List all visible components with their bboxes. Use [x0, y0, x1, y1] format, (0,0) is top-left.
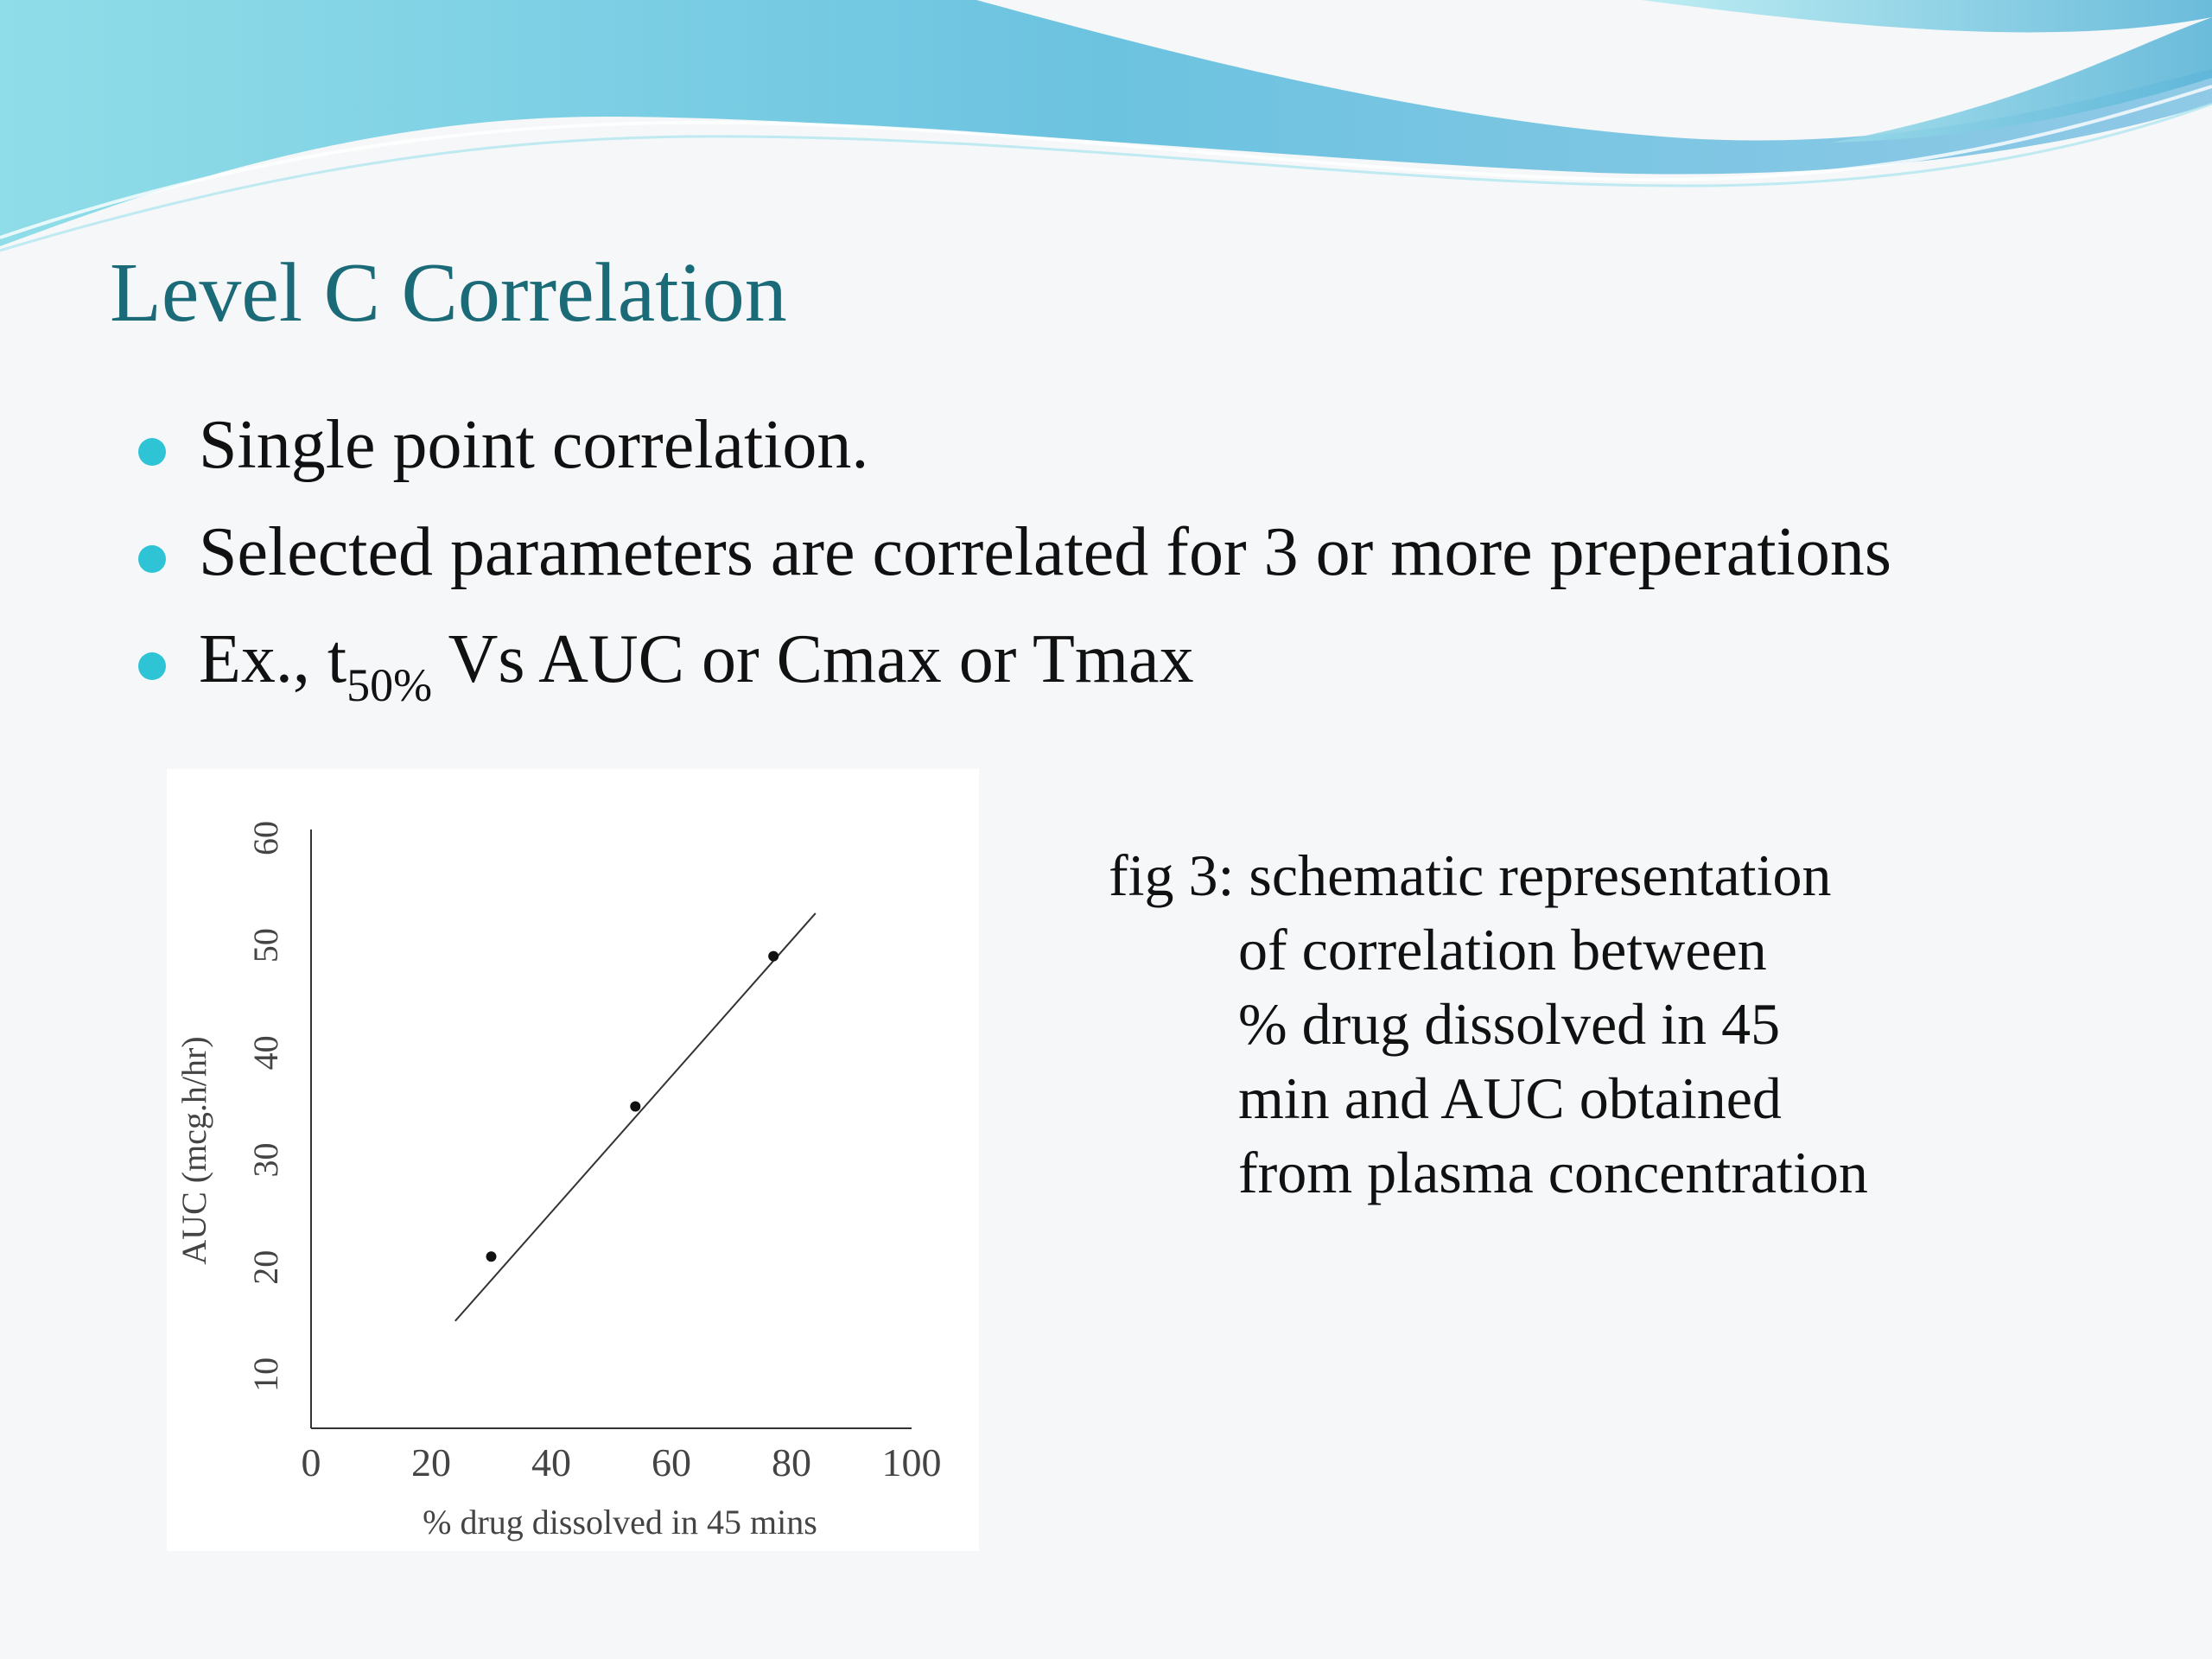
data-point [630, 1101, 640, 1111]
y-tick-label: 30 [246, 1142, 285, 1178]
x-tick-label: 20 [411, 1440, 451, 1484]
x-tick-label: 80 [772, 1440, 811, 1484]
regression-line [455, 913, 816, 1321]
bullet-item [138, 513, 1891, 620]
data-point [486, 1251, 497, 1262]
caption-line: % drug dissolved in 45 [1238, 991, 1781, 1057]
bullet-text: Single point correlation. [199, 407, 869, 483]
y-tick-label: 10 [246, 1357, 285, 1392]
figure-caption [1109, 838, 1868, 1210]
data-point [768, 951, 779, 962]
bullet-dot-icon [138, 438, 166, 466]
x-tick-label: 40 [531, 1440, 571, 1484]
x-tick-label: 100 [881, 1440, 942, 1484]
chart-panel [167, 769, 979, 1551]
x-tick-label: 0 [301, 1440, 321, 1484]
y-tick-label: 20 [246, 1249, 285, 1285]
y-axis-label: AUC (mcg.h/hr) [175, 1036, 213, 1265]
y-tick-label: 60 [246, 821, 285, 855]
caption-line: of correlation between [1238, 917, 1767, 982]
bullet-item [138, 406, 1891, 513]
x-tick-label: 60 [652, 1440, 691, 1484]
header-wave-decoration [0, 0, 2212, 259]
bullet-text: Selected parameters are correlated for 3 or more preperations [199, 514, 1891, 590]
slide-title: Level C Correlation [110, 246, 787, 340]
y-tick-label: 40 [246, 1035, 285, 1071]
correlation-chart [167, 769, 979, 1551]
bullet-subscript: 50% [346, 659, 433, 711]
y-tick-label: 50 [246, 928, 285, 963]
bullet-dot-icon [138, 652, 166, 680]
caption-line: min and AUC obtained [1238, 1065, 1782, 1131]
bullet-text-suffix: Vs AUC or Cmax or Tmax [432, 621, 1194, 697]
caption-line: from plasma concentration [1238, 1140, 1868, 1205]
bullet-item [138, 620, 1891, 728]
caption-line: fig 3: schematic representation [1109, 842, 1832, 908]
bullet-text-prefix: Ex., t [199, 621, 347, 697]
bullet-dot-icon [138, 545, 166, 573]
bullet-list [138, 406, 1891, 728]
x-axis-label: % drug dissolved in 45 mins [423, 1503, 817, 1541]
